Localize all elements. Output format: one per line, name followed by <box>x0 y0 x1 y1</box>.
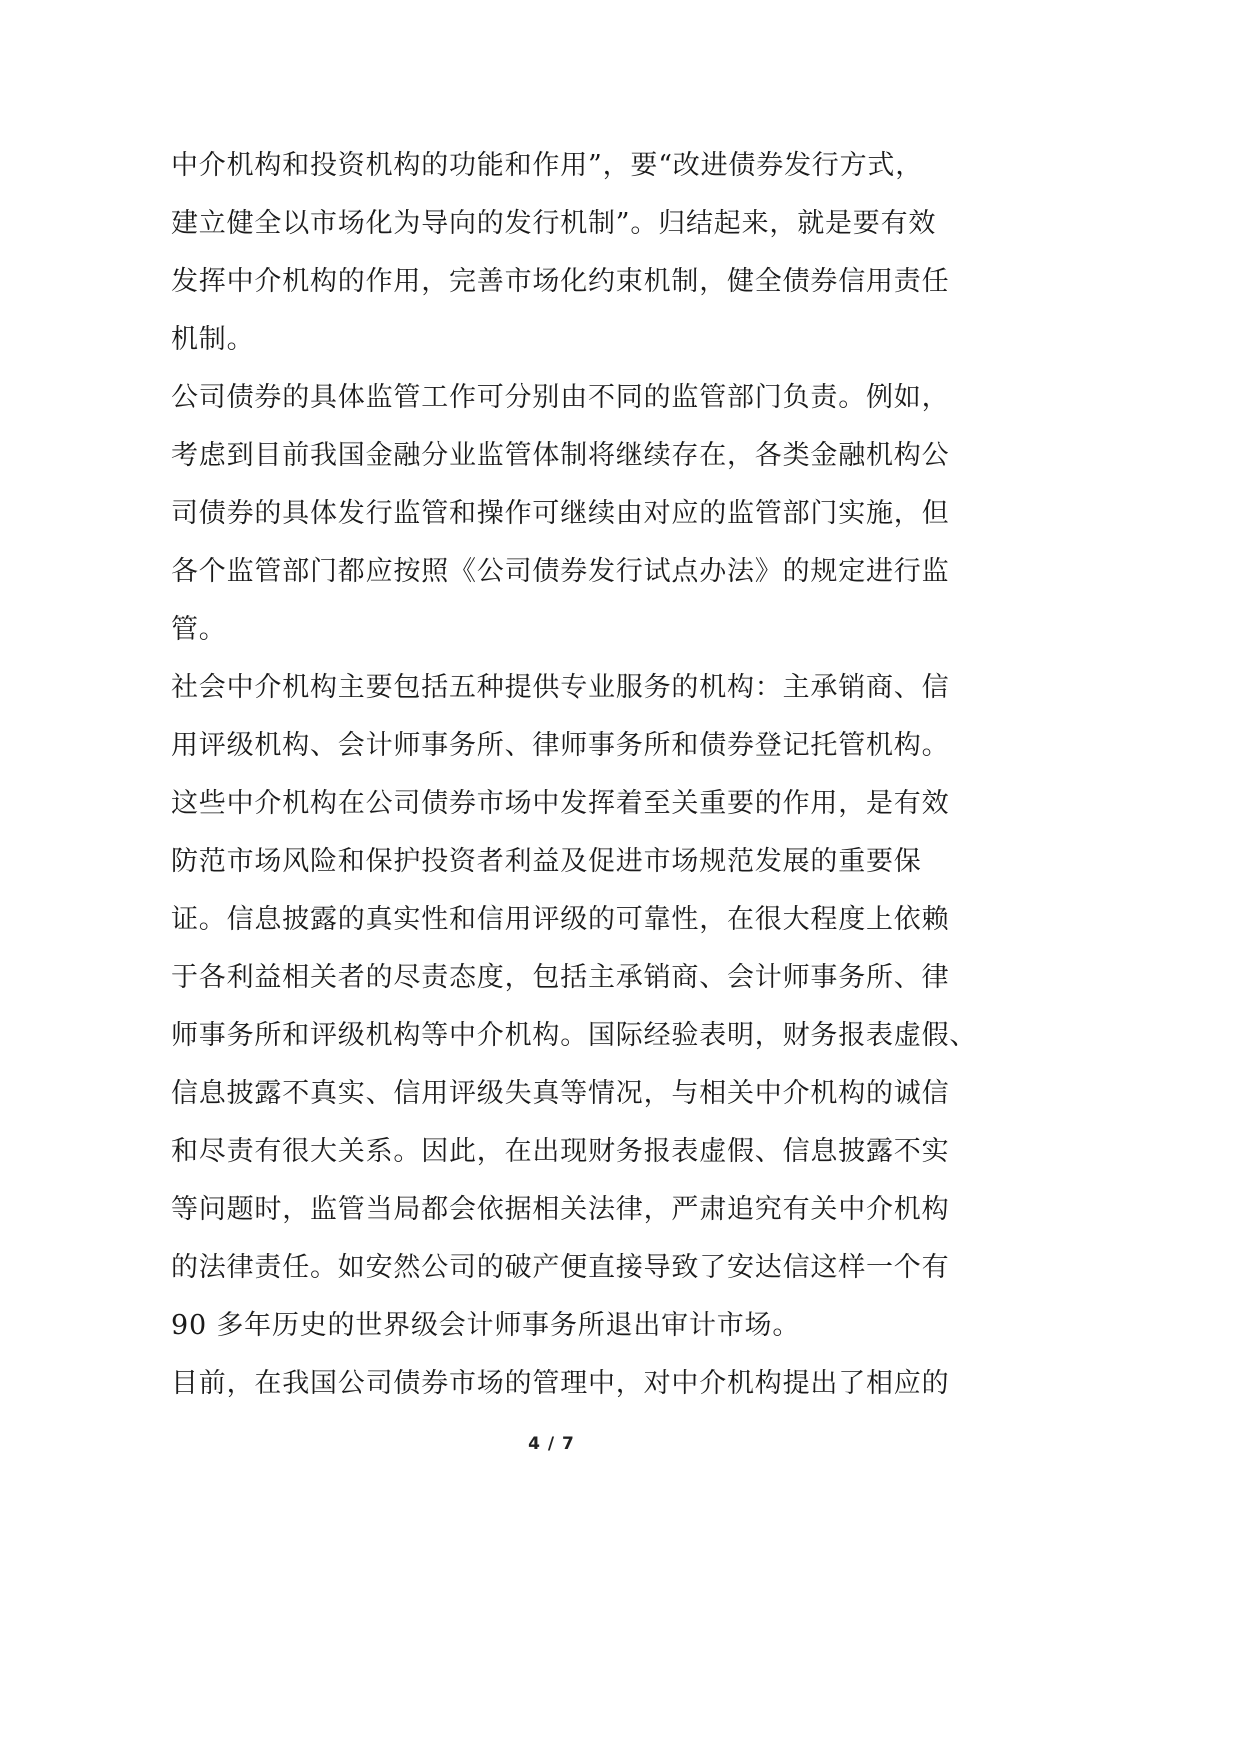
text-line: 信息披露不真实、信用评级失真等情况，与相关中介机构的诚信 <box>171 1078 950 1109</box>
text-line: 等问题时，监管当局都会依据相关法律，严肃追究有关中介机构 <box>171 1194 950 1225</box>
text-line: 这些中介机构在公司债券市场中发挥着至关重要的作用，是有效 <box>171 788 950 819</box>
text-line: 社会中介机构主要包括五种提供专业服务的机构：主承销商、信 <box>171 672 950 703</box>
text-line: 防范市场风险和保护投资者利益及促进市场规范发展的重要保 <box>171 846 922 877</box>
text-line: 证。信息披露的真实性和信用评级的可靠性，在很大程度上依赖 <box>171 904 950 935</box>
text-line: 公司债券的具体监管工作可分别由不同的监管部门负责。例如， <box>171 382 950 413</box>
text-line: 中介机构和投资机构的功能和作用”，要“改进债券发行方式， <box>171 150 924 181</box>
text-line: 师事务所和评级机构等中介机构。国际经验表明，财务报表虚假、 <box>171 1020 978 1051</box>
text-line: 各个监管部门都应按照《公司债券发行试点办法》的规定进行监 <box>171 556 950 587</box>
text-line: 建立健全以市场化为导向的发行机制”。归结起来，就是要有效 <box>171 208 937 239</box>
text-line: 用评级机构、会计师事务所、律师事务所和债券登记托管机构。 <box>171 730 950 761</box>
text-line: 的法律责任。如安然公司的破产便直接导致了安达信这样一个有 <box>171 1252 950 1283</box>
text-line: 和尽责有很大关系。因此，在出现财务报表虚假、信息披露不实 <box>171 1136 950 1167</box>
text-line: 发挥中介机构的作用，完善市场化约束机制，健全债券信用责任 <box>171 266 950 297</box>
text-line: 机制。 <box>171 324 255 355</box>
text-line: 目前，在我国公司债券市场的管理中，对中介机构提出了相应的 <box>171 1368 950 1399</box>
text-line: 司债券的具体发行监管和操作可继续由对应的监管部门实施，但 <box>171 498 950 529</box>
text-line: 90 多年历史的世界级会计师事务所退出审计市场。 <box>171 1310 801 1341</box>
page-number: 4 / 7 <box>528 1434 575 1454</box>
text-line: 考虑到目前我国金融分业监管体制将继续存在，各类金融机构公 <box>171 440 950 471</box>
text-line: 于各利益相关者的尽责态度，包括主承销商、会计师事务所、律 <box>171 962 950 993</box>
text-line: 管。 <box>171 614 227 645</box>
